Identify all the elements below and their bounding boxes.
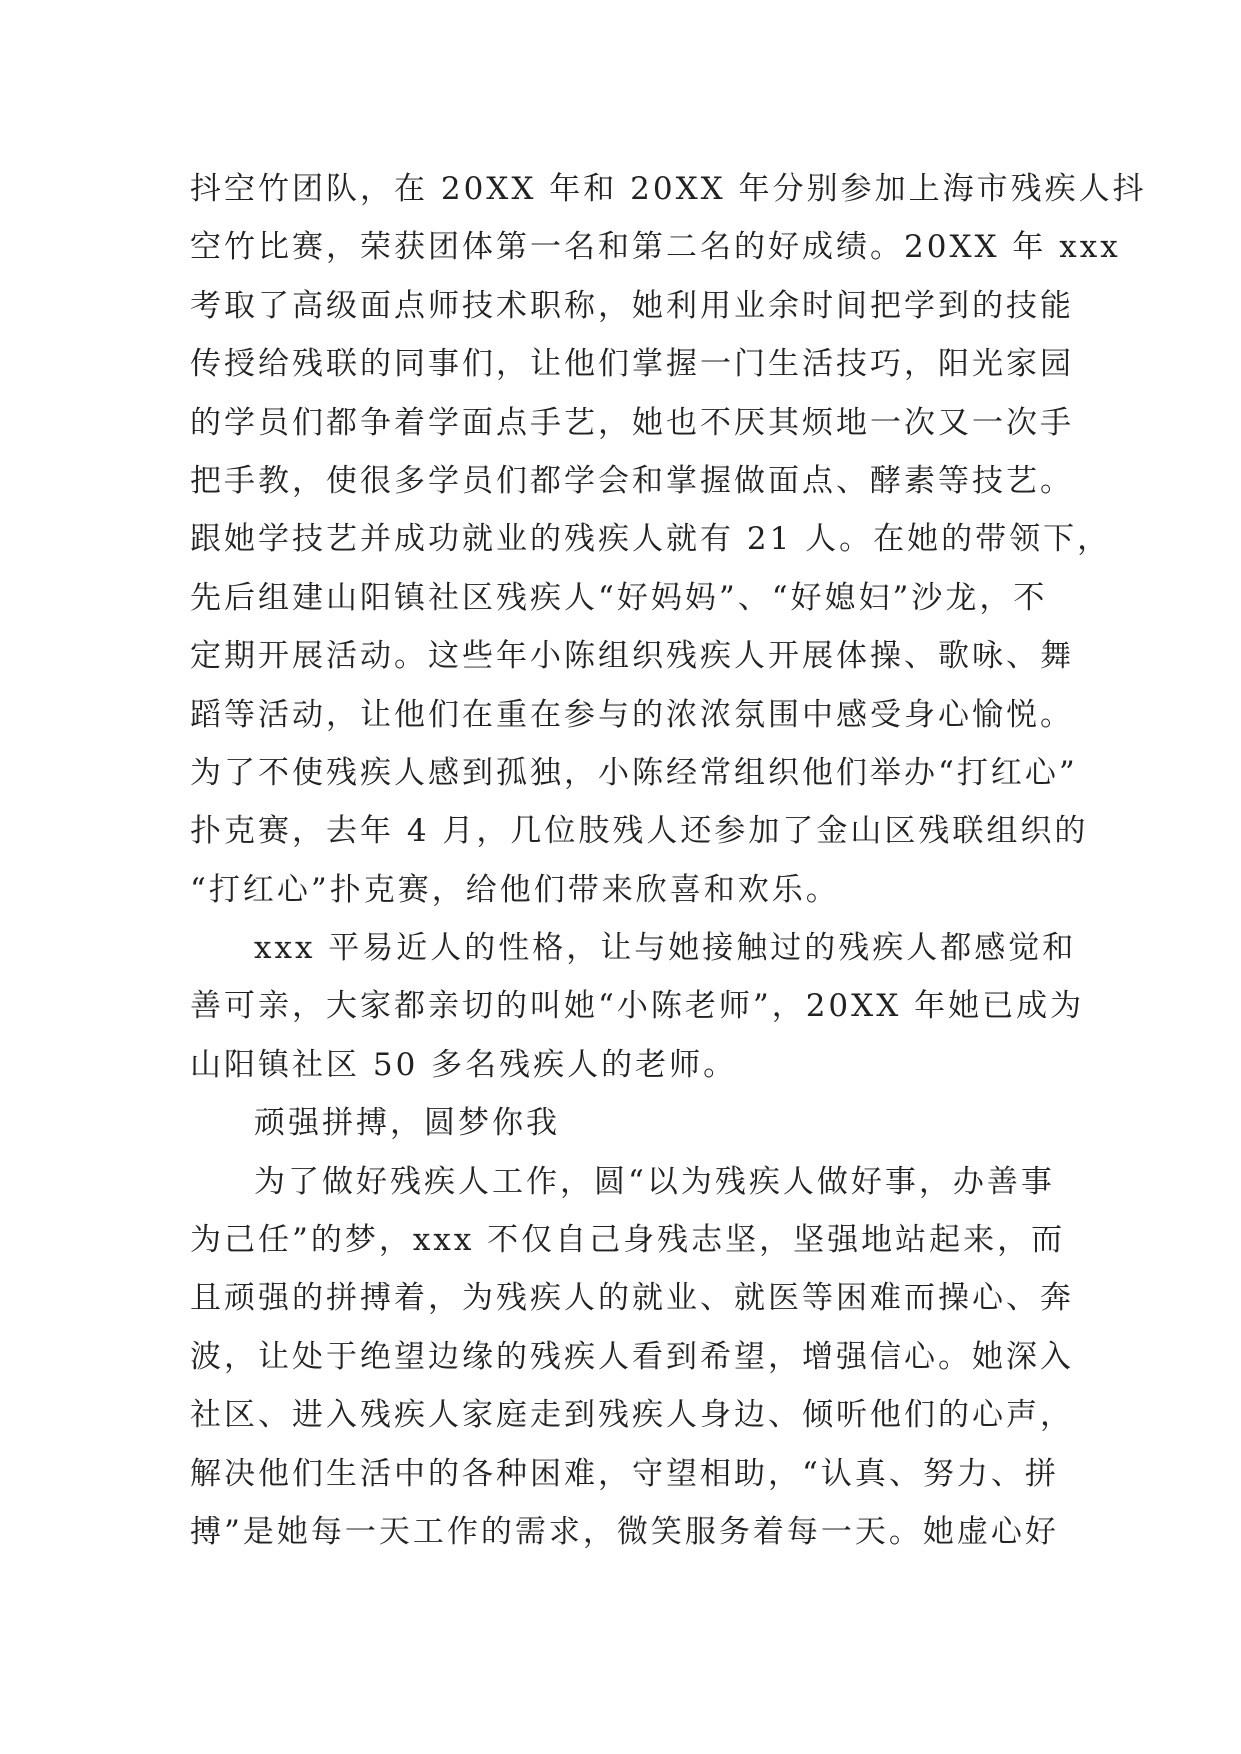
text-line: 跟她学技艺并成功就业的残疾人就有 21 人。在她的带领下， (190, 521, 1112, 558)
text-line: 传授给残联的同事们，让他们掌握一门生活技巧，阳光家园 (190, 346, 1074, 383)
text-line: 空竹比赛，荣获团体第一名和第二名的好成绩。20XX 年 xxx (190, 229, 1121, 266)
text-line: 善可亲，大家都亲切的叫她“小陈老师”，20XX 年她已成为 (190, 988, 1085, 1025)
text-line: 为己任”的梦，xxx 不仅自己身残志坚，坚强地站起来，而 (190, 1222, 1066, 1259)
text-line: 抖空竹团队，在 20XX 年和 20XX 年分别参加上海市残疾人抖 (190, 171, 1147, 207)
text-line: 且顽强的拼搏着，为残疾人的就业、就医等困难而操心、奔 (190, 1280, 1074, 1317)
text-line: 社区、进入残疾人家庭走到残疾人身边、倾听他们的心声， (190, 1397, 1074, 1434)
text-line: “打红心”扑克赛，给他们带来欣喜和欢乐。 (190, 871, 840, 908)
text-line: 考取了高级面点师技术职称，她利用业余时间把学到的技能 (190, 287, 1074, 324)
text-line: xxx 平易近人的性格，让与她接触过的残疾人都感觉和 (254, 930, 1077, 967)
text-line: 波，让处于绝望边缘的残疾人看到希望，增强信心。她深入 (190, 1338, 1074, 1375)
text-line: 顽强拼搏，圆梦你我 (254, 1105, 560, 1142)
text-line: 把手教，使很多学员们都学会和掌握做面点、酵素等技艺。 (190, 462, 1074, 499)
text-line: 为了做好残疾人工作，圆“以为残疾人做好事，办善事 (254, 1163, 1055, 1200)
text-line: 搏”是她每一天工作的需求，微笑服务着每一天。她虚心好 (190, 1513, 1059, 1550)
text-line: 蹈等活动，让他们在重在参与的浓浓氛围中感受身心愉悦。 (190, 696, 1074, 733)
text-line: 定期开展活动。这些年小陈组织残疾人开展体操、歌咏、舞 (190, 638, 1074, 675)
text-line: 解决他们生活中的各种困难，守望相助，“认真、努力、拼 (190, 1455, 1059, 1492)
body-text (190, 160, 1147, 1561)
text-line: 先后组建山阳镇社区残疾人“好妈妈”、“好媳妇”沙龙，不 (190, 579, 1048, 616)
text-line: 为了不使残疾人感到孤独，小陈经常组织他们举办“打红心” (190, 754, 1078, 791)
text-line: 山阳镇社区 50 多名残疾人的老师。 (190, 1046, 738, 1083)
text-line: 的学员们都争着学面点手艺，她也不厌其烦地一次又一次手 (190, 404, 1074, 441)
text-line: 扑克赛，去年 4 月，几位肢残人还参加了金山区残联组织的 (190, 813, 1089, 850)
